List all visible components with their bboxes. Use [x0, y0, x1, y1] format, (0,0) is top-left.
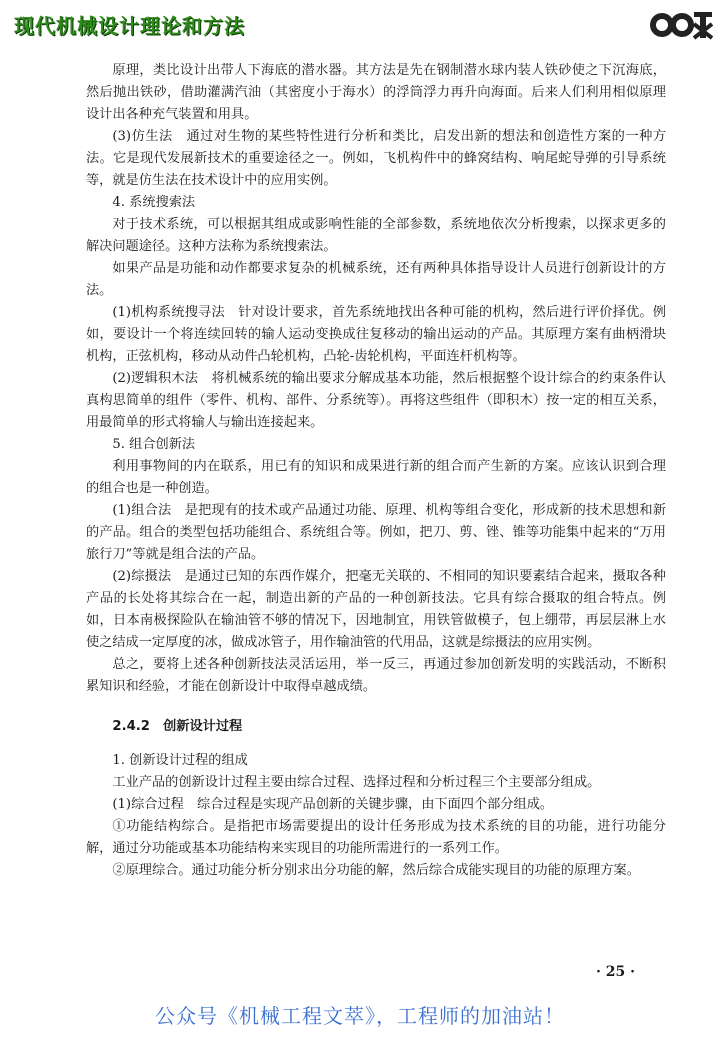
- page-header: [0, 0, 720, 50]
- paragraph: (2)综摄法 是通过已知的东西作媒介，把毫无关联的、不相同的知识要素结合起来，摄取各种产品的长处将其综合在一起，制造出新的产品的一种创新技法。它具有综合摄取的组合特点。例如，日本南极探险队在输油管不够的情况下，因地制宜，用铁管做模子，包上绷带，再层层淋上水使之结成一定厚度的冰，做成冰管子，用作输油管的代用品，这就是综摄法的应用实例。: [86, 569, 666, 650]
- paragraph: 对于技术系统，可以根据其组成或影响性能的全部参数，系统地依次分析搜索，以探求更多的解决问题途径。这种方法称为系统搜索法。: [86, 217, 666, 254]
- section-heading: 5. 组合创新法: [112, 437, 196, 452]
- publisher-logo-icon: [648, 4, 716, 46]
- book-title: 现代机械设计理论和方法: [14, 14, 245, 38]
- paragraph: ①功能结构综合。是指把市场需要提出的设计任务形成为技术系统的目的功能，进行功能分解，通过分功能或基本功能结构来实现目的功能所需进行的一系列工作。: [86, 819, 666, 856]
- section-heading: 4. 系统搜索法: [112, 195, 196, 210]
- paragraph: (1)组合法 是把现有的技术或产品通过功能、原理、机构等组合变化，形成新的技术思想和新的产品。组合的类型包括功能组合、系统组合等。例如，把刀、剪、锉、锥等功能集中起来的“万用旅行刀”等就是组合法的产品。: [86, 503, 666, 562]
- section-heading: 1. 创新设计过程的组成: [112, 753, 248, 768]
- footer-banner: 公众号《机械工程文萃》，工程师的加油站！: [155, 1004, 565, 1028]
- paragraph: 原理，类比设计出带人下海底的潜水器。其方法是先在钢制潜水球内装人铁砂使之下沉海底，然后抛出铁砂，借助灌满汽油（其密度小于海水）的浮筒浮力再升向海面。后来人们利用相似原理设计出各种充气装置和用具。: [86, 63, 666, 122]
- paragraph: 总之，要将上述各种创新技法灵活运用，举一反三，再通过参加创新发明的实践活动，不断积累知识和经验，才能在创新设计中取得卓越成绩。: [86, 657, 666, 694]
- paragraph: (3)仿生法 通过对生物的某些特性进行分析和类比，启发出新的想法和创造性方案的一种方法。它是现代发展新技术的重要途径之一。例如，飞机构件中的蜂窝结构、响尾蛇导弹的引导系统等，就是仿生法在技术设计中的应用实例。: [86, 129, 666, 188]
- paragraph: (1)机构系统搜寻法 针对设计要求，首先系统地找出各种可能的机构，然后进行评价择优。例如，要设计一个将连续回转的输人运动变换成往复移动的输出运动的产品。其原理方案有曲柄滑块机构，正弦机构，移动从动件凸轮机构，凸轮-齿轮机构，平面连杆机构等。: [86, 305, 666, 364]
- subsection-heading: 2.4.2 创新设计过程: [112, 719, 243, 734]
- page-number: · 25 ·: [596, 964, 635, 980]
- paragraph: (1)综合过程 综合过程是实现产品创新的关键步骤，由下面四个部分组成。: [112, 797, 554, 812]
- paragraph: 工业产品的创新设计过程主要由综合过程、选择过程和分析过程三个主要部分组成。: [112, 775, 601, 790]
- paragraph: 如果产品是功能和动作都要求复杂的机械系统，还有两种具体指导设计人员进行创新设计的方法。: [86, 261, 666, 298]
- page-body: [86, 60, 666, 882]
- paragraph: ②原理综合。通过功能分析分别求出分功能的解，然后综合成能实现目的功能的原理方案。: [112, 863, 640, 878]
- paragraph: (2)逻辑积木法 将机械系统的输出要求分解成基本功能，然后根据整个设计综合的约束条件认真构思简单的组件（零件、机构、部件、分系统等）。再将这些组件（即积木）按一定的相互关系，用最简单的形式将输人与输出连接起来。: [86, 371, 666, 430]
- paragraph: 利用事物间的内在联系，用已有的知识和成果进行新的组合而产生新的方案。应该认识到合理的组合也是一种创造。: [86, 459, 666, 496]
